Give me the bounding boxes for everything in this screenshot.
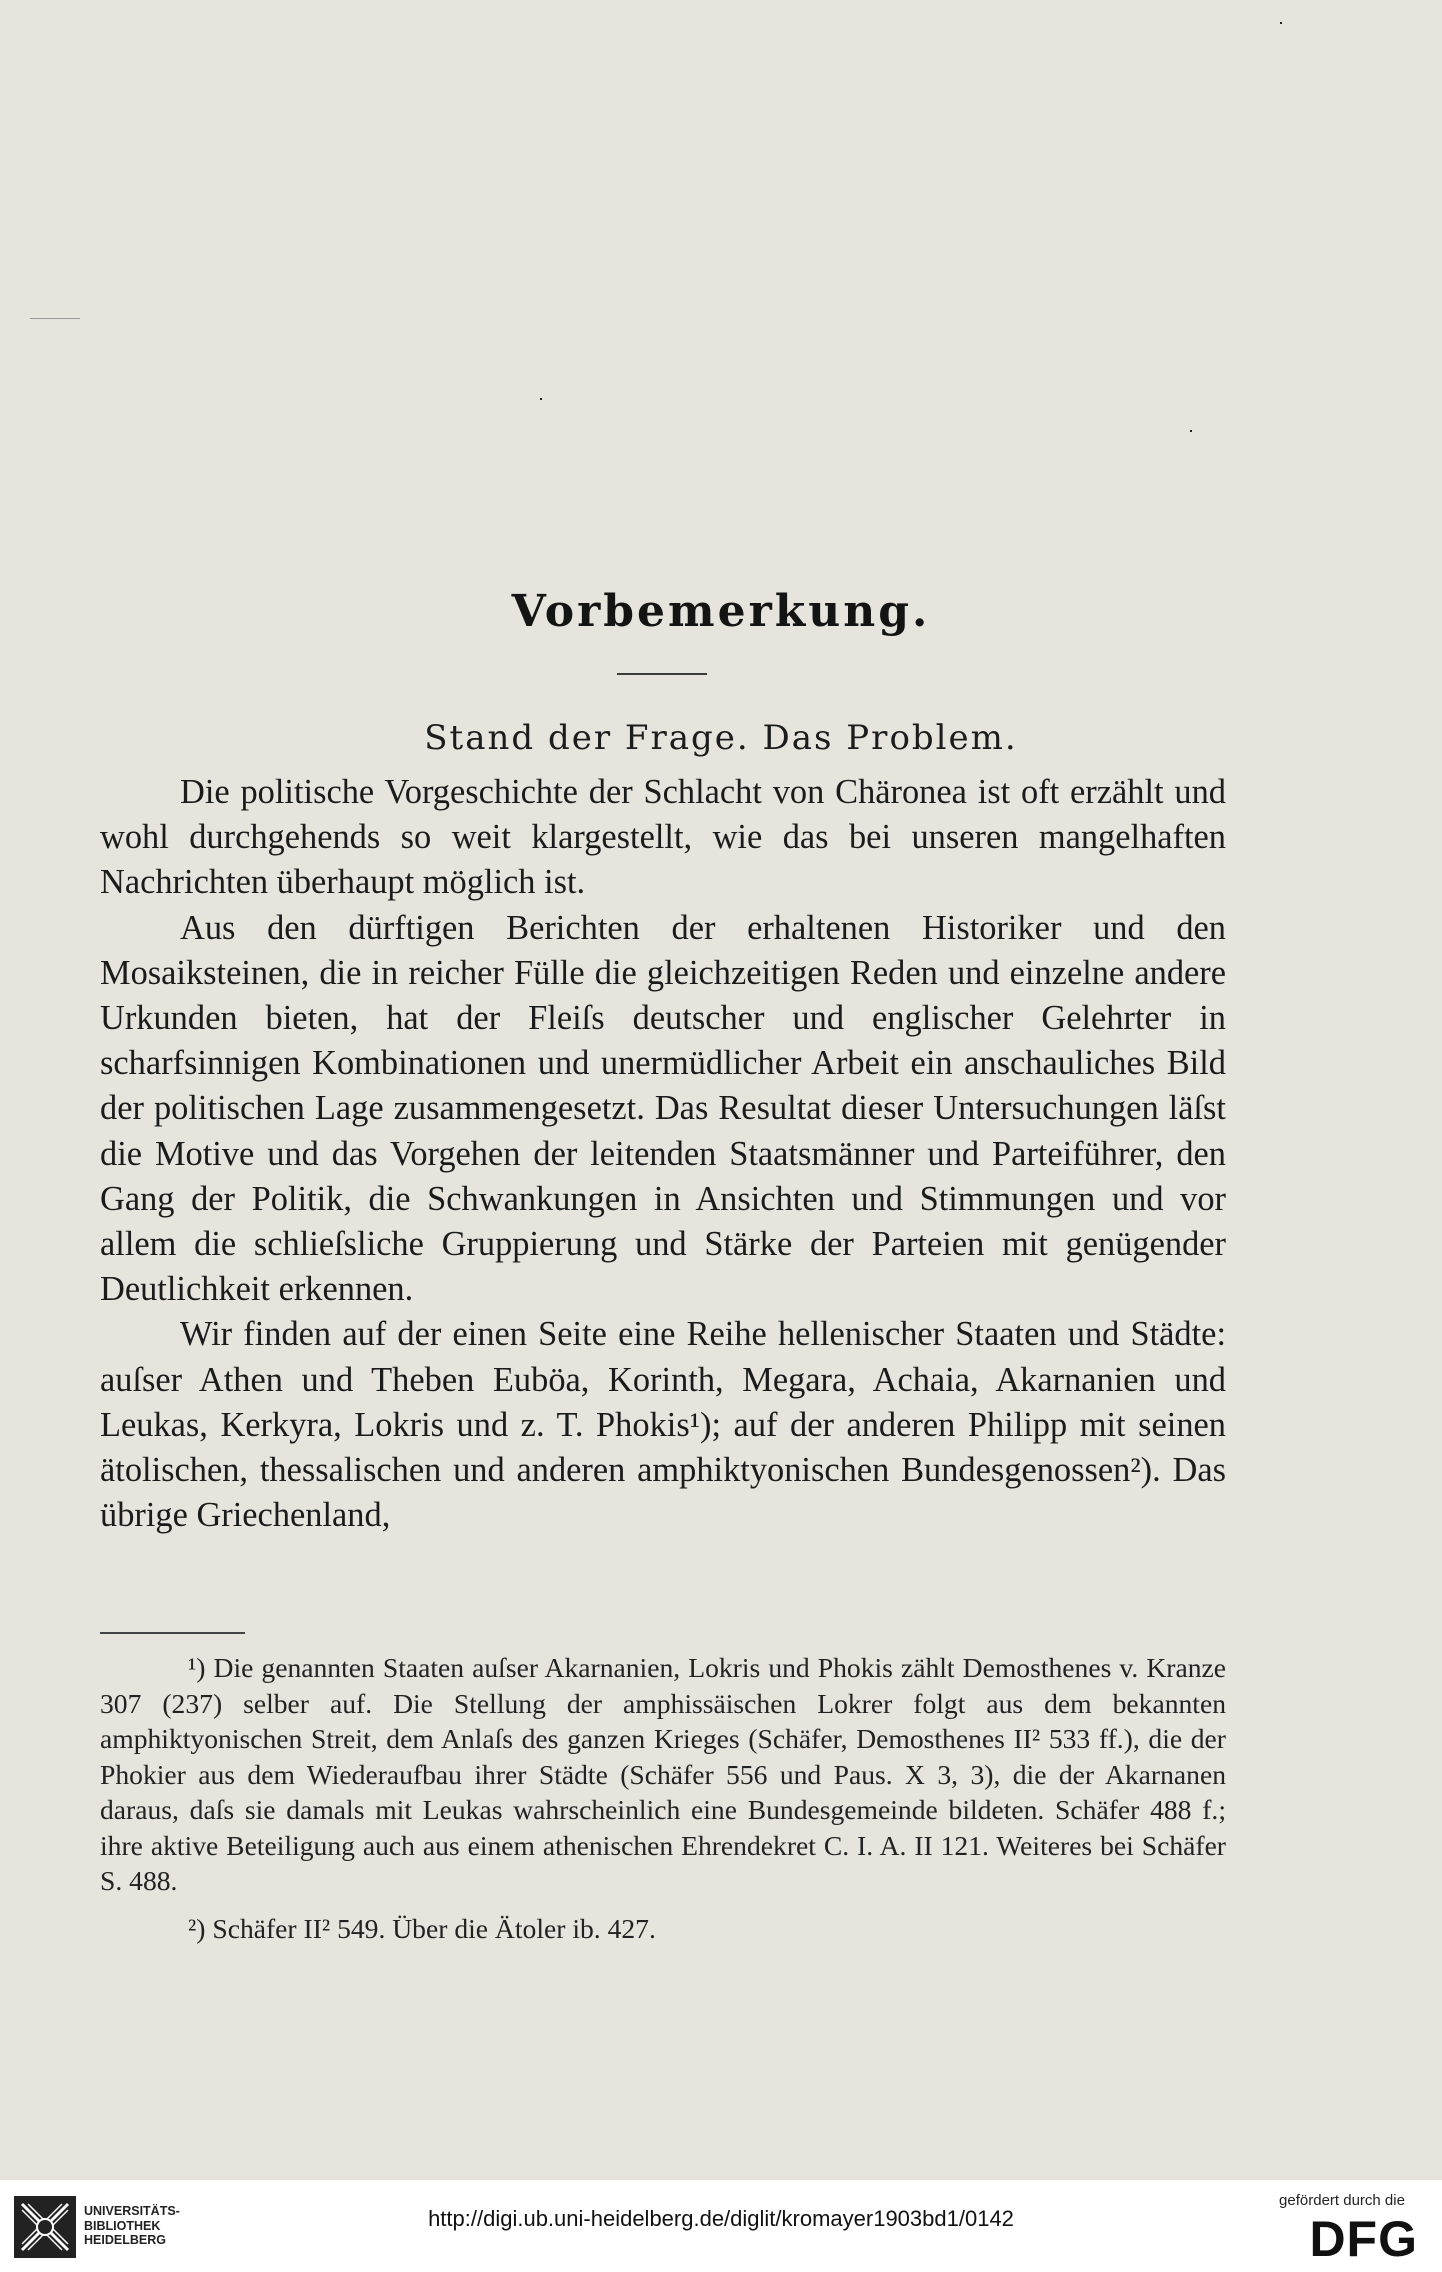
footnotes <box>100 1650 1226 1946</box>
scan-mark <box>30 318 80 319</box>
institution-line: BIBLIOTHEK <box>84 2218 161 2233</box>
viewer-footer <box>0 2180 1442 2272</box>
dfg-logo: DFG <box>1309 2211 1418 2267</box>
scan-speck <box>540 398 542 400</box>
paragraph: Wir finden auf der einen Seite eine Reihe hellenischer Staaten und Städte: auſser Athen und Theben Euböa, Korinth, Megara, Achaia, Akarnanien und Leukas, Kerkyra, Lokris und z. T. Phokis¹); auf der anderen Philipp mit seinen ätolischen, thessalischen und anderen amphiktyonischen Bundesgenossen²). Das übrige Griechenland, <box>100 1315 1226 1535</box>
page-title: Vorbemerkung. <box>511 586 931 637</box>
institution-line: UNIVERSITÄTS- <box>84 2204 180 2218</box>
permalink-url[interactable]: http://digi.ub.uni-heidelberg.de/diglit/kromayer1903bd1/0142 <box>428 2206 1014 2231</box>
footnote: ²) Schäfer II² 549. Über die Ätoler ib. 427. <box>188 1912 656 1944</box>
institution-line: HEIDELBERG <box>84 2233 166 2247</box>
funded-by-label: gefördert durch die <box>1279 2192 1405 2209</box>
footnote-rule <box>100 1632 245 1634</box>
paragraph: Aus den dürftigen Berichten der erhaltenen Historiker und den Mosaiksteinen, die in reicher Fülle die gleichzeitigen Reden und einzelne andere Urkunden bieten, hat der Fleiſs deutscher und englischer Gelehrter in scharfsinnigen Kombinationen und unermüdlicher Arbeit ein anschauliches Bild der politischen Lage zusammengesetzt. Das Resultat dieser Untersuchungen läſst die Motive und das Vorgehen der leitenden Staatsmänner und Parteiführer, den Gang der Politik, die Schwankungen in Ansichten und Stimmungen und vor allem die schlieſsliche Gruppierung und Stärke der Parteien mit genügender Deutlichkeit erkennen. <box>100 908 1226 1309</box>
paragraph: Die politische Vorgeschichte der Schlacht von Chäronea ist oft erzählt und wohl durchgehends so weit klargestellt, wie das bei unseren mangelhaften Nachrichten überhaupt möglich ist. <box>100 773 1226 902</box>
page-subtitle: Stand der Frage. Das Problem. <box>424 718 1018 758</box>
title-rule <box>617 673 707 675</box>
scan-speck <box>1280 22 1282 24</box>
body-text <box>100 770 1226 1538</box>
scan-speck <box>1190 430 1192 432</box>
footnote: ¹) Die genannten Staaten auſser Akarnanien, Lokris und Phokis zählt Demosthenes v. Kranze 307 (237) selber auf. Die Stellung der amphissäischen Lokrer folgt aus dem bekannten amphiktyonischen Streit, dem Anlaſs des ganzen Krieges (Schäfer, Demosthenes II² 533 ff.), die der Phokier aus dem Wiederaufbau ihrer Städte (Schäfer 556 und Paus. X 3, 3), die der Akarnanen daraus, daſs sie damals mit Leukas wahrscheinlich eine Bundesgemeinde bildeten. Schäfer 488 f.; ihre aktive Beteiligung auch aus einem athenischen Ehrendekret C. I. A. II 121. Weiteres bei Schäfer S. 488. <box>100 1652 1226 1896</box>
